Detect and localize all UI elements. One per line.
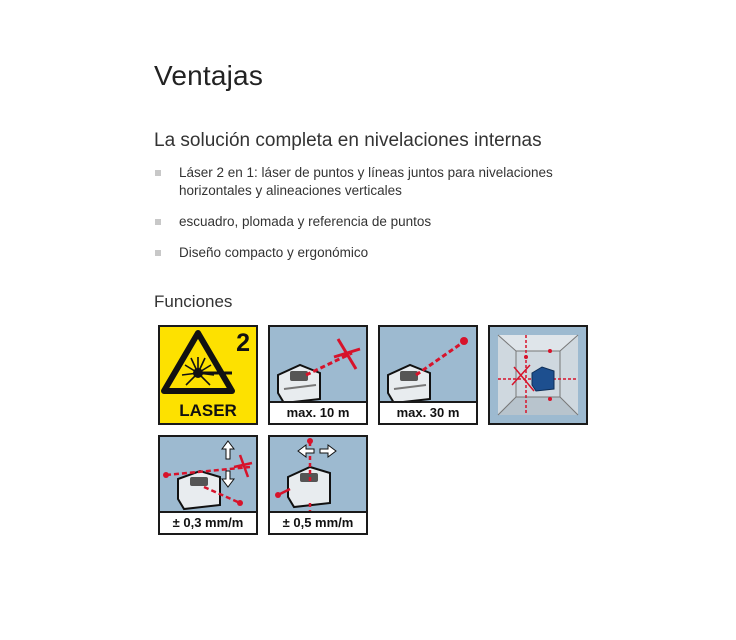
list-item — [154, 244, 624, 262]
room-projection-icon — [490, 327, 586, 423]
bullet-icon — [155, 219, 161, 225]
list-item — [154, 164, 624, 200]
laser-class-number: 2 — [236, 329, 250, 357]
range-label: max. 30 m — [380, 401, 476, 423]
benefits-list — [154, 164, 624, 262]
content — [154, 60, 624, 312]
page-title: Ventajas — [154, 60, 264, 91]
benefit-text: Láser 2 en 1: láser de puntos y líneas juntos para nivelaciones horizontales y alineaciones verticales — [179, 165, 553, 198]
accuracy-label: ± 0,5 mm/m — [270, 511, 366, 533]
subtitle: La solución completa en nivelaciones internas — [154, 130, 542, 151]
list-item — [154, 213, 624, 231]
benefit-text: Diseño compacto y ergonómico — [179, 245, 369, 260]
point-range-icon — [378, 325, 478, 425]
benefit-text: escuadro, plomada y referencia de puntos — [179, 214, 432, 229]
accuracy-label: ± 0,3 mm/m — [160, 511, 256, 533]
room-cross-lines-icon — [488, 325, 588, 425]
range-label: max. 10 m — [270, 401, 366, 423]
function-icons — [158, 325, 598, 545]
line-range-icon — [268, 325, 368, 425]
bullet-icon — [155, 250, 161, 256]
line-accuracy-icon — [158, 435, 258, 535]
laser-label: LASER — [179, 401, 237, 420]
point-accuracy-icon — [268, 435, 368, 535]
laser-class-2-warning-icon — [158, 325, 258, 425]
functions-heading: Funciones — [154, 292, 233, 311]
bullet-icon — [155, 170, 161, 176]
